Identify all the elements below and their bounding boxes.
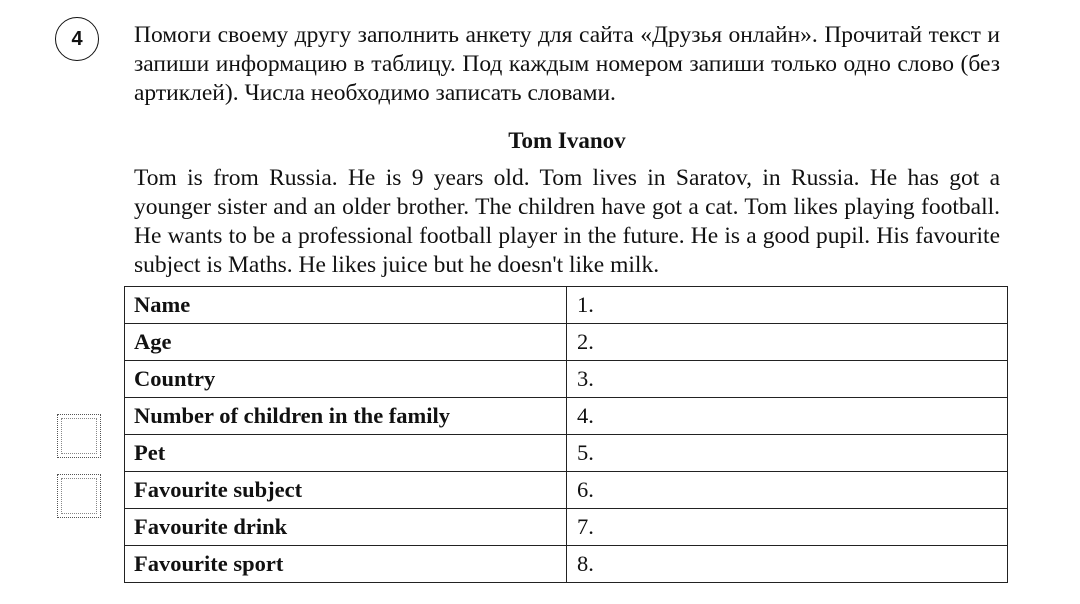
table-row bbox=[125, 435, 1008, 472]
task-number-badge bbox=[55, 17, 99, 61]
row-label: Age bbox=[125, 324, 567, 361]
answer-cell[interactable]: 1. bbox=[567, 287, 1008, 324]
table-row bbox=[125, 509, 1008, 546]
table-row bbox=[125, 398, 1008, 435]
answer-cell[interactable]: 8. bbox=[567, 546, 1008, 583]
row-label: Favourite drink bbox=[125, 509, 567, 546]
row-label: Favourite subject bbox=[125, 472, 567, 509]
row-label: Favourite sport bbox=[125, 546, 567, 583]
score-box-1[interactable] bbox=[57, 414, 101, 458]
task-instruction: Помоги своему другу заполнить анкету для сайта «Друзья онлайн». Прочитай текст и запиши информацию в таблицу. Под каждым номером запиши только одно слово (без артиклей). Числа необходимо записать словами. bbox=[134, 22, 1000, 106]
table-row bbox=[125, 287, 1008, 324]
answer-cell[interactable]: 2. bbox=[567, 324, 1008, 361]
table-row bbox=[125, 546, 1008, 583]
row-label: Number of children in the family bbox=[125, 398, 567, 435]
answer-cell[interactable]: 4. bbox=[567, 398, 1008, 435]
answer-cell[interactable]: 3. bbox=[567, 361, 1008, 398]
reading-passage: Tom is from Russia. He is 9 years old. Tom lives in Saratov, in Russia. He has got a younger sister and an older brother. The children have got a cat. Tom likes playing football. He wants to be a professional football player in the future. He is a good pupil. His favourite subject is Maths. He likes juice but he doesn't like milk. bbox=[134, 165, 1000, 278]
table-row bbox=[125, 472, 1008, 509]
text-title: Tom Ivanov bbox=[508, 128, 626, 153]
row-label: Name bbox=[125, 287, 567, 324]
answer-table bbox=[124, 286, 1008, 583]
answer-cell[interactable]: 7. bbox=[567, 509, 1008, 546]
score-box-2[interactable] bbox=[57, 474, 101, 518]
table-row bbox=[125, 324, 1008, 361]
answer-cell[interactable]: 6. bbox=[567, 472, 1008, 509]
table-row bbox=[125, 361, 1008, 398]
task-number: 4 bbox=[71, 27, 83, 50]
answer-cell[interactable]: 5. bbox=[567, 435, 1008, 472]
row-label: Pet bbox=[125, 435, 567, 472]
row-label: Country bbox=[125, 361, 567, 398]
